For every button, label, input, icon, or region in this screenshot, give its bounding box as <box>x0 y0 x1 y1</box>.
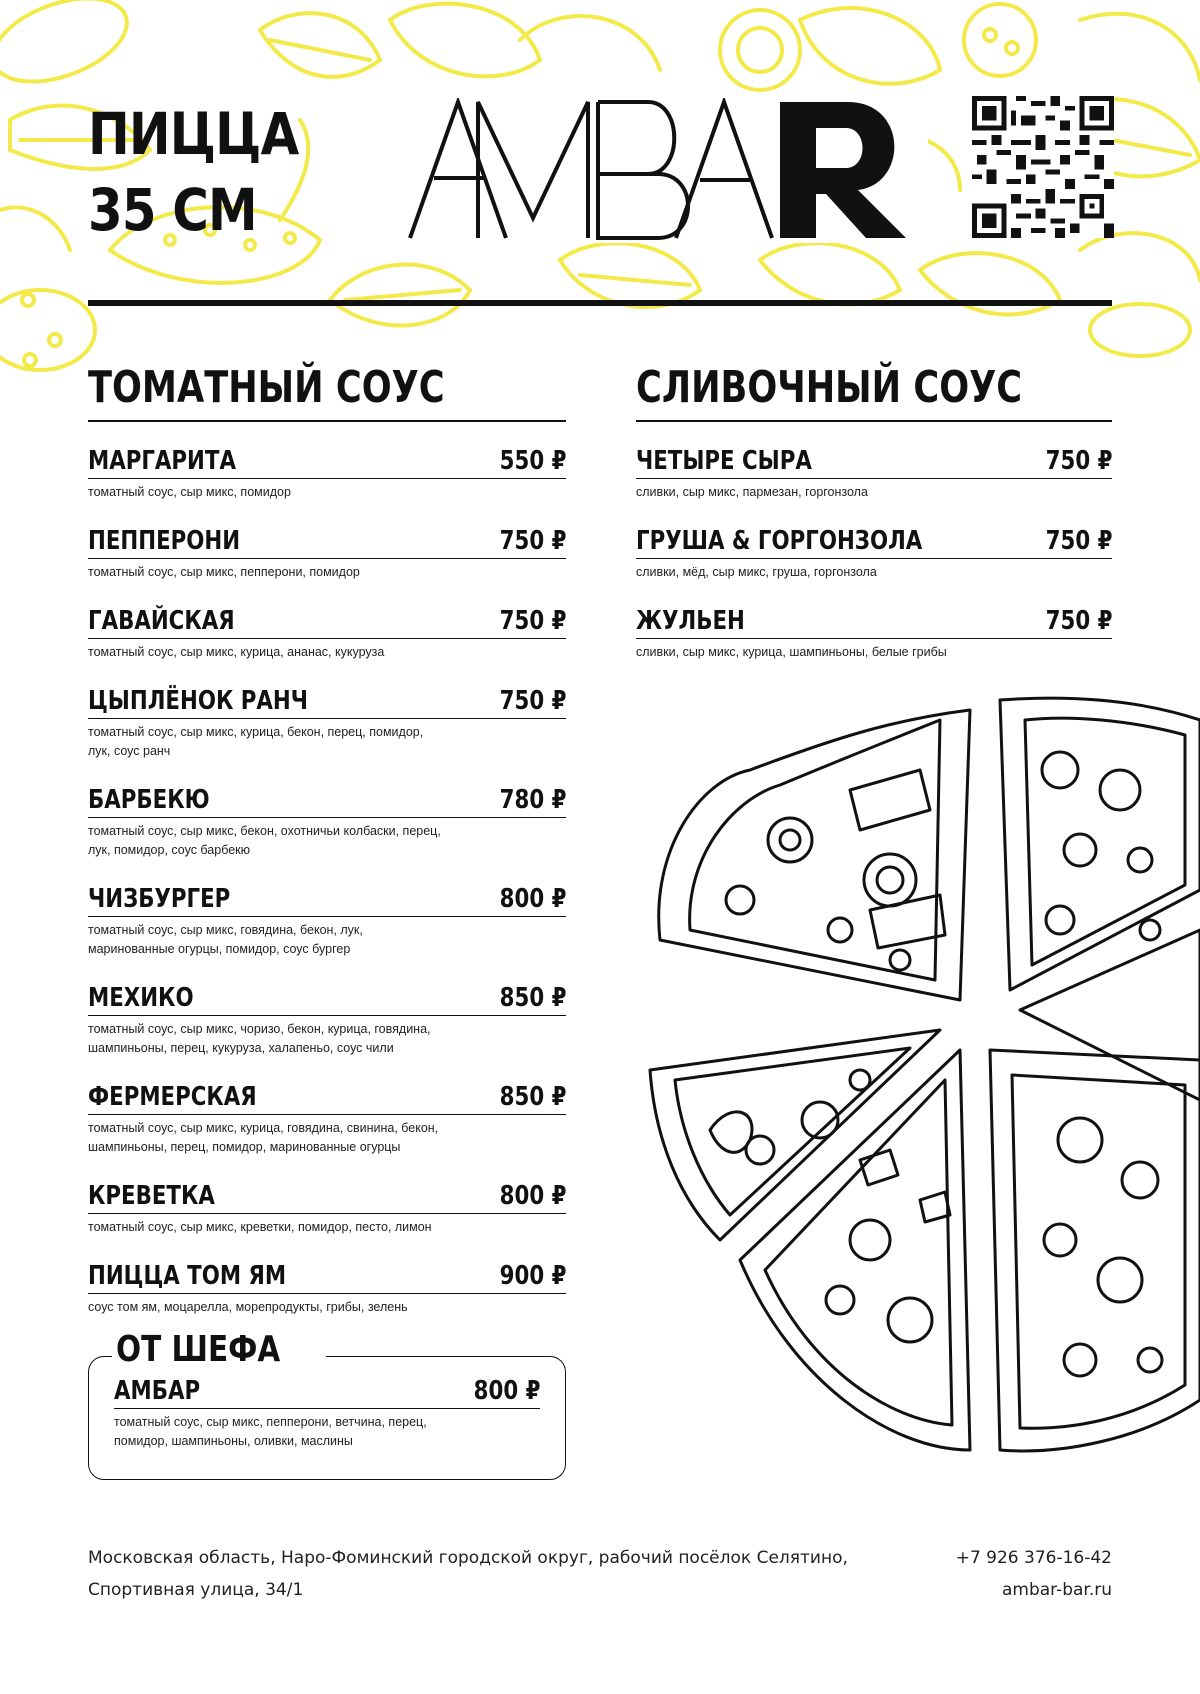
item-name: ГАВАЙСКАЯ <box>88 606 235 636</box>
item-description: сливки, сыр микс, пармезан, горгонзола <box>636 485 868 499</box>
item-name: БАРБЕКЮ <box>88 785 210 815</box>
item-price: 750 ₽ <box>499 606 566 636</box>
item-description: соус том ям, моцарелла, морепродукты, грибы, зелень <box>88 1300 408 1314</box>
item-price: 800 ₽ <box>473 1376 540 1406</box>
item-price: 750 ₽ <box>499 526 566 556</box>
menu-item <box>88 983 566 1058</box>
menu-item <box>88 884 566 959</box>
menu-item <box>88 785 566 860</box>
item-description: томатный соус, сыр микс, помидор <box>88 485 291 499</box>
item-description: сливки, сыр микс, курица, шампиньоны, белые грибы <box>636 645 947 659</box>
phone-link[interactable]: +7 926 376-16-42 <box>955 1548 1112 1568</box>
menu-item <box>88 526 566 582</box>
menu-item <box>88 606 566 662</box>
pizza-illustration <box>640 680 1200 1460</box>
item-name: ГРУША & ГОРГОНЗОЛА <box>636 526 923 556</box>
qr-code[interactable] <box>972 96 1114 238</box>
item-description: сливки, мёд, сыр микс, груша, горгонзола <box>636 565 877 579</box>
footer-contacts <box>956 1542 1112 1606</box>
item-description: томатный соус, сыр микс, пепперони, ветчина, перец, помидор, шампиньоны, оливки, маслины <box>114 1415 427 1448</box>
menu-item <box>88 1261 566 1317</box>
section-rule <box>636 420 1112 422</box>
item-name: ПИЦЦА ТОМ ЯМ <box>88 1261 287 1291</box>
website-link[interactable]: ambar-bar.ru <box>1001 1580 1112 1600</box>
header-divider <box>88 300 1112 306</box>
item-name: ФЕРМЕРСКАЯ <box>88 1082 257 1112</box>
menu-item <box>88 1082 566 1157</box>
menu-item <box>636 606 1112 662</box>
item-description: томатный соус, сыр микс, креветки, помидор, песто, лимон <box>88 1220 432 1234</box>
item-description: томатный соус, сыр микс, говядина, бекон, лук, маринованные огурцы, помидор, соус бургер <box>88 923 363 956</box>
item-name: МАРГАРИТА <box>88 446 236 476</box>
item-price: 750 ₽ <box>1045 526 1112 556</box>
item-description: томатный соус, сыр микс, курица, ананас, кукуруза <box>88 645 385 659</box>
item-name: АМБАР <box>114 1376 201 1406</box>
footer-address <box>88 1542 848 1606</box>
item-name: ЧЕТЫРЕ СЫРА <box>636 446 812 476</box>
cream-sauce-section <box>636 360 1112 662</box>
item-price: 800 ₽ <box>499 1181 566 1211</box>
item-description: томатный соус, сыр микс, курица, бекон, перец, помидор, лук, соус ранч <box>88 725 424 758</box>
menu-item <box>88 1181 566 1237</box>
menu-item <box>88 446 566 502</box>
item-name: МЕХИКО <box>88 983 194 1013</box>
item-description: томатный соус, сыр микс, бекон, охотничьи колбаски, перец, лук, помидор, соус барбекю <box>88 824 441 857</box>
item-description: томатный соус, сыр микс, чоризо, бекон, курица, говядина, шампиньоны, перец, кукуруза, халапеньо, соус чили <box>88 1022 431 1055</box>
item-price: 750 ₽ <box>1045 446 1112 476</box>
address-line-2: Спортивная улица, 34/1 <box>88 1580 304 1600</box>
item-price: 750 ₽ <box>499 686 566 716</box>
item-name: КРЕВЕТКА <box>88 1181 215 1211</box>
item-price: 550 ₽ <box>499 446 566 476</box>
item-name: ЖУЛЬЕН <box>636 606 745 636</box>
title-line-1: ПИЦЦА <box>88 100 299 168</box>
item-price: 750 ₽ <box>1045 606 1112 636</box>
address-line-1: Московская область, Наро-Фоминский городской округ, рабочий посёлок Селятино, <box>88 1548 848 1568</box>
tomato-sauce-section <box>88 360 566 1317</box>
menu-title <box>88 96 298 248</box>
section-title-tomato: ТОМАТНЫЙ СОУС <box>88 362 445 413</box>
item-price: 900 ₽ <box>499 1261 566 1291</box>
item-description: томатный соус, сыр микс, пепперони, помидор <box>88 565 360 579</box>
menu-item <box>88 686 566 761</box>
menu-item <box>114 1376 540 1451</box>
ambar-logo <box>408 98 928 243</box>
chef-item <box>114 1376 540 1451</box>
item-description: томатный соус, сыр микс, курица, говядина, свинина, бекон, шампиньоны, перец, помидор, маринованные огурцы <box>88 1121 439 1154</box>
item-price: 850 ₽ <box>499 1082 566 1112</box>
menu-item <box>636 446 1112 502</box>
item-name: ЧИЗБУРГЕР <box>88 884 231 914</box>
item-price: 780 ₽ <box>499 785 566 815</box>
chef-section-title <box>112 1328 326 1372</box>
item-name: ЦЫПЛЁНОК РАНЧ <box>88 686 309 716</box>
menu-item <box>636 526 1112 582</box>
item-name: ПЕППЕРОНИ <box>88 526 241 556</box>
section-title-cream: СЛИВОЧНЫЙ СОУС <box>636 362 1023 413</box>
title-line-2: 35 СМ <box>88 176 257 244</box>
item-price: 850 ₽ <box>499 983 566 1013</box>
tomato-items <box>88 446 566 1317</box>
chef-title-text: ОТ ШЕФА <box>116 1329 281 1370</box>
section-rule <box>88 420 566 422</box>
item-price: 800 ₽ <box>499 884 566 914</box>
